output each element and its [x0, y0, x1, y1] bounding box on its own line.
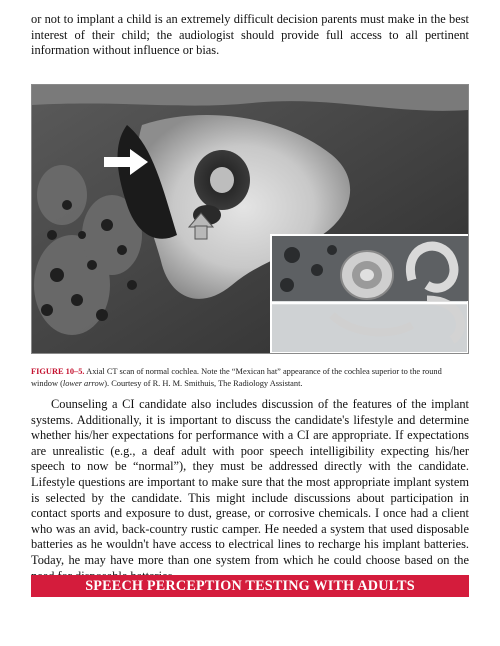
figure-label: FIGURE 10–5. [31, 367, 85, 376]
section-heading: SPEECH PERCEPTION TESTING WITH ADULTS [31, 575, 469, 597]
body-paragraph: Counseling a CI candidate also includes discussion of the features of the implant systems. Additionally, it is important to discuss the candidate's lifestyle and determine whether his/her expectations for performance with a CI are appropriate. If expectations are unrealistic (e.g., a deaf adult with poor speech intelligibility expecting his/her speech to now be “normal”), they must be addressed directly with the candidate. Lifestyle questions are important to make sure that the most appropriate implant system is selected by the candidate. This might include discussions about participation in contact sports and exposure to dust, grease, or corrosive chemicals. I once had a client who was an avid, back-country rustic camper. He needed a system that used disposable batteries as he wouldn't have access to electrical lines to recharge his implant batteries. Today, he may have more than one system from which he could choose based on the [31, 397, 469, 567]
cochlea-3d-inset [271, 235, 468, 353]
caption-text-end: ). Courtesy of R. H. M. Smithuis, The Radiology Assistant. [104, 378, 303, 388]
caption-text-emphasis: lower arrow [62, 378, 105, 388]
intro-paragraph: or not to implant a child is an extremely difficult decision parents must make in the best interest of their child; the audiologist should provide full access to all pertinent information without influence or bias. [31, 12, 469, 58]
caption-text-start: Axial CT scan of normal cochlea. Note the “Mexican hat” appearance of the cochlea superior to the round window ( [31, 367, 442, 388]
figure-caption [31, 366, 469, 389]
ct-scan-figure [31, 84, 469, 354]
